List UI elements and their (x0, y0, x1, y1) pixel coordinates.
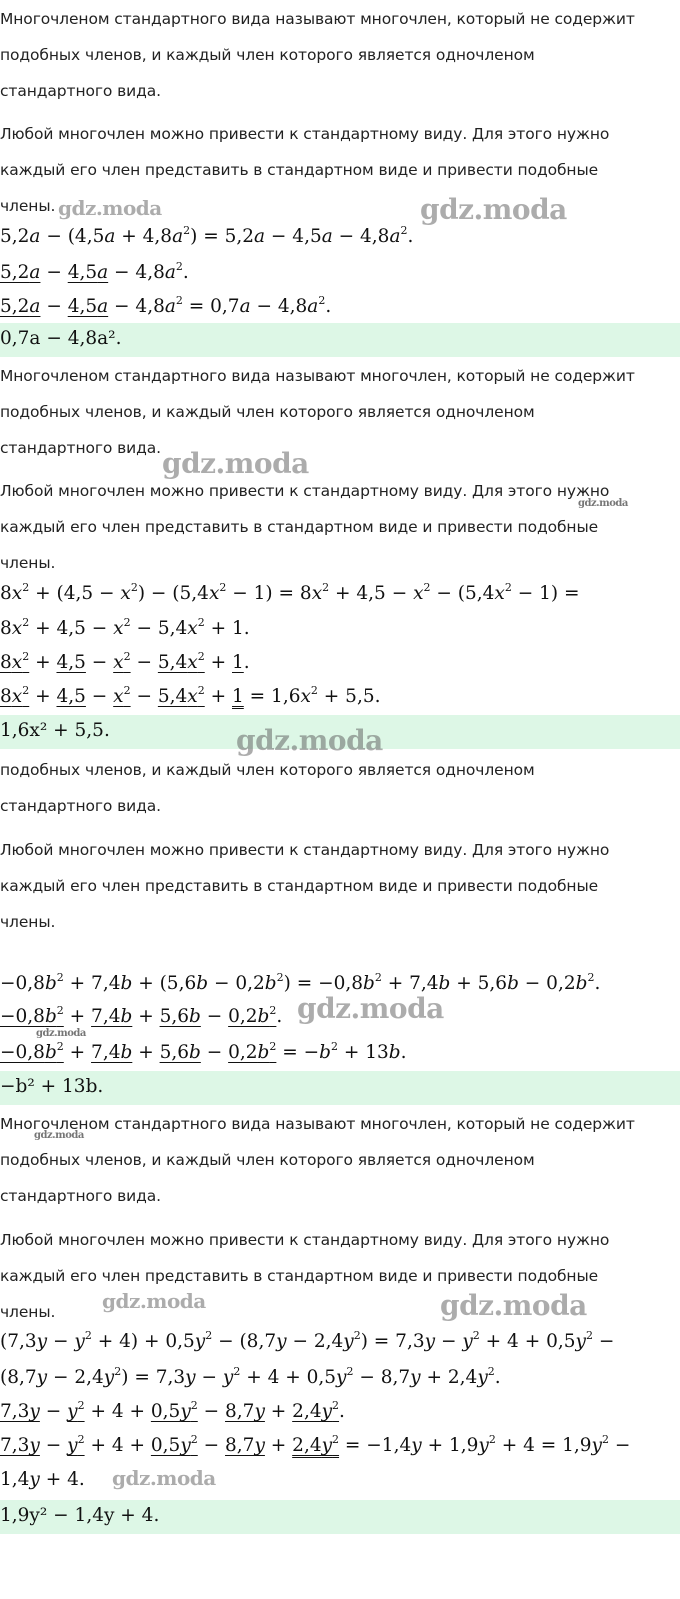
watermark: gdz.moda (112, 1466, 216, 1490)
math-line: $8x^2 + 4,5 - x^2 - 5,4x^2 + 1$. (0, 650, 250, 673)
answer-text: 1,9y² − 1,4y + 4. (0, 1505, 160, 1526)
definition-line-3: стандартного вида. (0, 439, 161, 457)
math-line: $-0,8b^2 + 7,4b + (5,6b - 0,2b^2) = -0,8b^2 + 7,4b + 5,6b - 0,2b^2$. (0, 971, 601, 994)
watermark: gdz.moda (162, 447, 309, 480)
rule-line-1: Любой многочлен можно привести к стандартному виду. Для этого нужно (0, 482, 610, 500)
watermark: gdz.moda (297, 992, 444, 1025)
definition-line-3: стандартного вида. (0, 82, 161, 100)
rule-line-1: Любой многочлен можно привести к стандартному виду. Для этого нужно (0, 841, 610, 859)
math-line: $-0,8b^2 + 7,4b + 5,6b - 0,2b^2$. (0, 1004, 283, 1027)
math-line: $5,2a - (4,5a + 4,8a^2) = 5,2a - 4,5a - 4,8a^2$. (0, 224, 414, 247)
watermark: gdz.moda (440, 1289, 587, 1322)
math-line: $7,3y - y^2 + 4 + 0,5y^2 - 8,7y + 2,4y^2$. (0, 1399, 345, 1422)
math-line: $7,3y - y^2 + 4 + 0,5y^2 - 8,7y + 2,4y^2 = -1,4y + 1,9y^2 + 4 = 1,9y^2$ − (0, 1433, 631, 1456)
watermark: gdz.moda (578, 498, 628, 509)
answer-text: 1,6x² + 5,5. (0, 720, 110, 741)
definition-line-2: подобных членов, и каждый член которого является одночленом (0, 46, 535, 64)
definition-line-1: Многочленом стандартного вида называют многочлен, который не содержит (0, 1115, 635, 1133)
rule-line-2: каждый его член представить в стандартном виде и привести подобные (0, 518, 599, 536)
definition-line-1: Многочленом стандартного вида называют многочлен, который не содержит (0, 367, 635, 385)
definition-line-2: подобных членов, и каждый член которого является одночленом (0, 403, 535, 421)
math-line: $8x^2 + 4,5 - x^2 - 5,4x^2 + 1 = 1,6x^2 + 5,5$. (0, 684, 381, 707)
rule-line-1: Любой многочлен можно привести к стандартному виду. Для этого нужно (0, 1231, 610, 1249)
watermark: gdz.moda (34, 1130, 84, 1141)
watermark: gdz.moda (236, 724, 383, 757)
rule-line-2: каждый его член представить в стандартном виде и привести подобные (0, 877, 599, 895)
rule-line-2: каждый его член представить в стандартном виде и привести подобные (0, 1267, 599, 1285)
watermark: gdz.moda (58, 196, 162, 220)
math-line: $5,2a - 4,5a - 4,8a^2$. (0, 260, 189, 283)
rule-line-3: члены. (0, 1303, 56, 1321)
definition-line-2: подобных членов, и каждый член которого является одночленом (0, 1151, 535, 1169)
rule-line-3: члены. (0, 554, 56, 572)
watermark: gdz.moda (102, 1289, 206, 1313)
math-line: $8x^2 + (4,5 - x^2) - (5,4x^2 - 1) = 8x^2 + 4,5 - x^2 - (5,4x^2 - 1)$ = (0, 581, 580, 604)
answer-row (0, 1500, 680, 1534)
answer-row (0, 323, 680, 357)
definition-line-2: подобных членов, и каждый член которого является одночленом (0, 761, 535, 779)
definition-line-3: стандартного вида. (0, 1187, 161, 1205)
math-line: $(8,7y - 2,4y^2) = 7,3y - y^2 + 4 + 0,5y^2 - 8,7y + 2,4y^2$. (0, 1365, 501, 1388)
math-line: $(7,3y - y^2 + 4) + 0,5y^2 - (8,7y - 2,4y^2) = 7,3y - y^2 + 4 + 0,5y^2$ − (0, 1329, 615, 1352)
rule-line-1: Любой многочлен можно привести к стандартному виду. Для этого нужно (0, 125, 610, 143)
definition-line-1: Многочленом стандартного вида называют многочлен, который не содержит (0, 10, 635, 28)
math-line: $-0,8b^2 + 7,4b + 5,6b - 0,2b^2 = -b^2 + 13b$. (0, 1040, 407, 1063)
rule-line-3: члены. (0, 913, 56, 931)
math-line: 1,4y + 4. (0, 1469, 85, 1490)
answer-row (0, 1071, 680, 1105)
rule-line-3: члены. (0, 197, 56, 215)
definition-line-3: стандартного вида. (0, 797, 161, 815)
watermark: gdz.moda (420, 193, 567, 226)
math-line: $8x^2 + 4,5 - x^2 - 5,4x^2 + 1$. (0, 616, 250, 639)
math-line: $5,2a - 4,5a - 4,8a^2 = 0,7a - 4,8a^2$. (0, 294, 332, 317)
answer-text: −b² + 13b. (0, 1076, 104, 1097)
answer-text: 0,7a − 4,8a². (0, 328, 122, 349)
rule-line-2: каждый его член представить в стандартном виде и привести подобные (0, 161, 599, 179)
watermark: gdz.moda (36, 1028, 86, 1039)
